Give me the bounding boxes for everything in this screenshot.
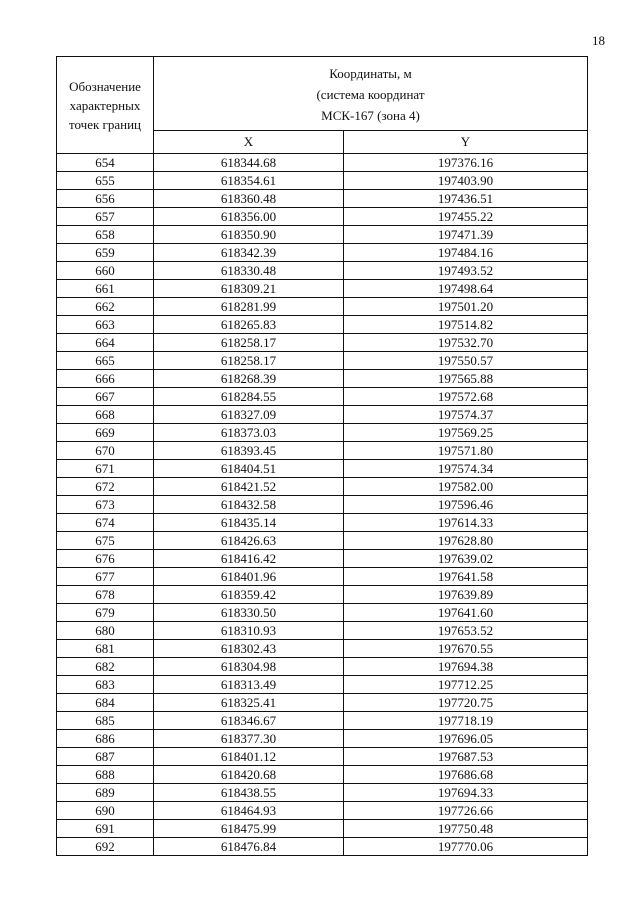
point-label-header-line: Обозначение bbox=[69, 78, 141, 94]
x-cell: 618438.55 bbox=[154, 784, 344, 802]
y-cell: 197471.39 bbox=[344, 226, 588, 244]
table-row bbox=[57, 262, 588, 280]
x-cell: 618432.58 bbox=[154, 496, 344, 514]
point-cell: 680 bbox=[57, 622, 154, 640]
point-cell: 688 bbox=[57, 766, 154, 784]
table-header-row bbox=[57, 57, 588, 131]
y-cell: 197501.20 bbox=[344, 298, 588, 316]
table-row bbox=[57, 766, 588, 784]
y-cell: 197694.38 bbox=[344, 658, 588, 676]
point-cell: 673 bbox=[57, 496, 154, 514]
x-cell: 618302.43 bbox=[154, 640, 344, 658]
y-cell: 197641.60 bbox=[344, 604, 588, 622]
y-cell: 197641.58 bbox=[344, 568, 588, 586]
x-cell: 618313.49 bbox=[154, 676, 344, 694]
y-cell: 197376.16 bbox=[344, 154, 588, 172]
table-row bbox=[57, 802, 588, 820]
x-cell: 618359.42 bbox=[154, 586, 344, 604]
table-row bbox=[57, 784, 588, 802]
y-cell: 197493.52 bbox=[344, 262, 588, 280]
point-cell: 674 bbox=[57, 514, 154, 532]
y-cell: 197574.34 bbox=[344, 460, 588, 478]
y-cell: 197770.06 bbox=[344, 838, 588, 856]
x-cell: 618464.93 bbox=[154, 802, 344, 820]
y-cell: 197720.75 bbox=[344, 694, 588, 712]
x-cell: 618304.98 bbox=[154, 658, 344, 676]
point-cell: 677 bbox=[57, 568, 154, 586]
y-cell: 197628.80 bbox=[344, 532, 588, 550]
y-cell: 197687.53 bbox=[344, 748, 588, 766]
table-row bbox=[57, 532, 588, 550]
y-cell: 197694.33 bbox=[344, 784, 588, 802]
table-row bbox=[57, 604, 588, 622]
point-cell: 668 bbox=[57, 406, 154, 424]
x-cell: 618401.96 bbox=[154, 568, 344, 586]
table-row bbox=[57, 154, 588, 172]
point-cell: 685 bbox=[57, 712, 154, 730]
table-row bbox=[57, 208, 588, 226]
y-cell: 197484.16 bbox=[344, 244, 588, 262]
point-label-header-line: точек границ bbox=[68, 116, 142, 132]
y-cell: 197582.00 bbox=[344, 478, 588, 496]
point-cell: 661 bbox=[57, 280, 154, 298]
x-cell: 618426.63 bbox=[154, 532, 344, 550]
y-cell: 197696.05 bbox=[344, 730, 588, 748]
point-cell: 681 bbox=[57, 640, 154, 658]
point-cell: 667 bbox=[57, 388, 154, 406]
y-cell: 197726.66 bbox=[344, 802, 588, 820]
table-row bbox=[57, 226, 588, 244]
y-cell: 197639.89 bbox=[344, 586, 588, 604]
x-cell: 618476.84 bbox=[154, 838, 344, 856]
x-cell: 618284.55 bbox=[154, 388, 344, 406]
y-cell: 197574.37 bbox=[344, 406, 588, 424]
y-cell: 197639.02 bbox=[344, 550, 588, 568]
point-cell: 658 bbox=[57, 226, 154, 244]
y-cell: 197712.25 bbox=[344, 676, 588, 694]
page-number: 18 bbox=[592, 33, 605, 48]
point-label-header-line: характерных bbox=[69, 97, 141, 113]
point-cell: 687 bbox=[57, 748, 154, 766]
coordinates-header bbox=[154, 57, 588, 131]
x-cell: 618258.17 bbox=[154, 352, 344, 370]
point-cell: 656 bbox=[57, 190, 154, 208]
y-cell: 197455.22 bbox=[344, 208, 588, 226]
table-row bbox=[57, 748, 588, 766]
y-cell: 197596.46 bbox=[344, 496, 588, 514]
point-cell: 659 bbox=[57, 244, 154, 262]
table-row bbox=[57, 622, 588, 640]
x-cell: 618404.51 bbox=[154, 460, 344, 478]
y-cell: 197653.52 bbox=[344, 622, 588, 640]
x-cell: 618373.03 bbox=[154, 424, 344, 442]
table-row bbox=[57, 694, 588, 712]
x-cell: 618435.14 bbox=[154, 514, 344, 532]
point-cell: 655 bbox=[57, 172, 154, 190]
point-cell: 679 bbox=[57, 604, 154, 622]
table-row bbox=[57, 172, 588, 190]
point-cell: 678 bbox=[57, 586, 154, 604]
point-cell: 675 bbox=[57, 532, 154, 550]
x-cell: 618268.39 bbox=[154, 370, 344, 388]
y-cell: 197436.51 bbox=[344, 190, 588, 208]
x-cell: 618346.67 bbox=[154, 712, 344, 730]
point-cell: 669 bbox=[57, 424, 154, 442]
point-cell: 683 bbox=[57, 676, 154, 694]
table-row bbox=[57, 352, 588, 370]
table-row bbox=[57, 316, 588, 334]
table-row bbox=[57, 568, 588, 586]
x-cell: 618265.83 bbox=[154, 316, 344, 334]
y-cell: 197569.25 bbox=[344, 424, 588, 442]
y-cell: 197514.82 bbox=[344, 316, 588, 334]
table-row bbox=[57, 388, 588, 406]
y-cell: 197498.64 bbox=[344, 280, 588, 298]
coordinates-header-line: МСК-167 (зона 4) bbox=[321, 107, 420, 123]
y-cell: 197750.48 bbox=[344, 820, 588, 838]
point-cell: 664 bbox=[57, 334, 154, 352]
x-cell: 618475.99 bbox=[154, 820, 344, 838]
point-cell: 654 bbox=[57, 154, 154, 172]
point-label-header bbox=[57, 57, 154, 154]
point-cell: 672 bbox=[57, 478, 154, 496]
point-cell: 660 bbox=[57, 262, 154, 280]
table-row bbox=[57, 334, 588, 352]
x-cell: 618309.21 bbox=[154, 280, 344, 298]
table-row bbox=[57, 280, 588, 298]
point-cell: 684 bbox=[57, 694, 154, 712]
table-row bbox=[57, 838, 588, 856]
table-row bbox=[57, 442, 588, 460]
x-cell: 618330.48 bbox=[154, 262, 344, 280]
y-cell: 197670.55 bbox=[344, 640, 588, 658]
table-row bbox=[57, 730, 588, 748]
point-cell: 663 bbox=[57, 316, 154, 334]
point-cell: 686 bbox=[57, 730, 154, 748]
table-row bbox=[57, 514, 588, 532]
table-row bbox=[57, 244, 588, 262]
point-cell: 682 bbox=[57, 658, 154, 676]
x-cell: 618421.52 bbox=[154, 478, 344, 496]
point-cell: 689 bbox=[57, 784, 154, 802]
y-cell: 197571.80 bbox=[344, 442, 588, 460]
y-cell: 197550.57 bbox=[344, 352, 588, 370]
table-row bbox=[57, 676, 588, 694]
table-row bbox=[57, 298, 588, 316]
table-row bbox=[57, 424, 588, 442]
y-cell: 197614.33 bbox=[344, 514, 588, 532]
x-column-header: X bbox=[154, 130, 344, 153]
y-cell: 197532.70 bbox=[344, 334, 588, 352]
point-cell: 665 bbox=[57, 352, 154, 370]
table-row bbox=[57, 460, 588, 478]
coordinates-header-line: Координаты, м bbox=[329, 65, 412, 81]
x-cell: 618344.68 bbox=[154, 154, 344, 172]
point-cell: 691 bbox=[57, 820, 154, 838]
table-row bbox=[57, 478, 588, 496]
point-cell: 670 bbox=[57, 442, 154, 460]
table-row bbox=[57, 370, 588, 388]
y-cell: 197718.19 bbox=[344, 712, 588, 730]
table-row bbox=[57, 712, 588, 730]
x-cell: 618420.68 bbox=[154, 766, 344, 784]
point-cell: 671 bbox=[57, 460, 154, 478]
x-cell: 618281.99 bbox=[154, 298, 344, 316]
x-cell: 618393.45 bbox=[154, 442, 344, 460]
x-cell: 618342.39 bbox=[154, 244, 344, 262]
coordinates-header-line: (система координат bbox=[316, 86, 425, 102]
table-body bbox=[57, 154, 588, 856]
point-cell: 657 bbox=[57, 208, 154, 226]
point-cell: 662 bbox=[57, 298, 154, 316]
point-cell: 690 bbox=[57, 802, 154, 820]
y-cell: 197565.88 bbox=[344, 370, 588, 388]
x-cell: 618325.41 bbox=[154, 694, 344, 712]
table-row bbox=[57, 658, 588, 676]
x-cell: 618327.09 bbox=[154, 406, 344, 424]
table-row bbox=[57, 190, 588, 208]
y-cell: 197686.68 bbox=[344, 766, 588, 784]
coordinates-table bbox=[56, 56, 588, 856]
x-cell: 618377.30 bbox=[154, 730, 344, 748]
x-cell: 618330.50 bbox=[154, 604, 344, 622]
point-cell: 666 bbox=[57, 370, 154, 388]
y-column-header: Y bbox=[344, 130, 588, 153]
x-cell: 618310.93 bbox=[154, 622, 344, 640]
point-cell: 676 bbox=[57, 550, 154, 568]
table-row bbox=[57, 496, 588, 514]
table-row bbox=[57, 586, 588, 604]
y-cell: 197572.68 bbox=[344, 388, 588, 406]
table-row bbox=[57, 640, 588, 658]
x-cell: 618416.42 bbox=[154, 550, 344, 568]
x-cell: 618360.48 bbox=[154, 190, 344, 208]
x-cell: 618258.17 bbox=[154, 334, 344, 352]
table-row bbox=[57, 550, 588, 568]
x-cell: 618356.00 bbox=[154, 208, 344, 226]
table-row bbox=[57, 820, 588, 838]
x-cell: 618401.12 bbox=[154, 748, 344, 766]
point-cell: 692 bbox=[57, 838, 154, 856]
table-row bbox=[57, 406, 588, 424]
x-cell: 618350.90 bbox=[154, 226, 344, 244]
x-cell: 618354.61 bbox=[154, 172, 344, 190]
y-cell: 197403.90 bbox=[344, 172, 588, 190]
